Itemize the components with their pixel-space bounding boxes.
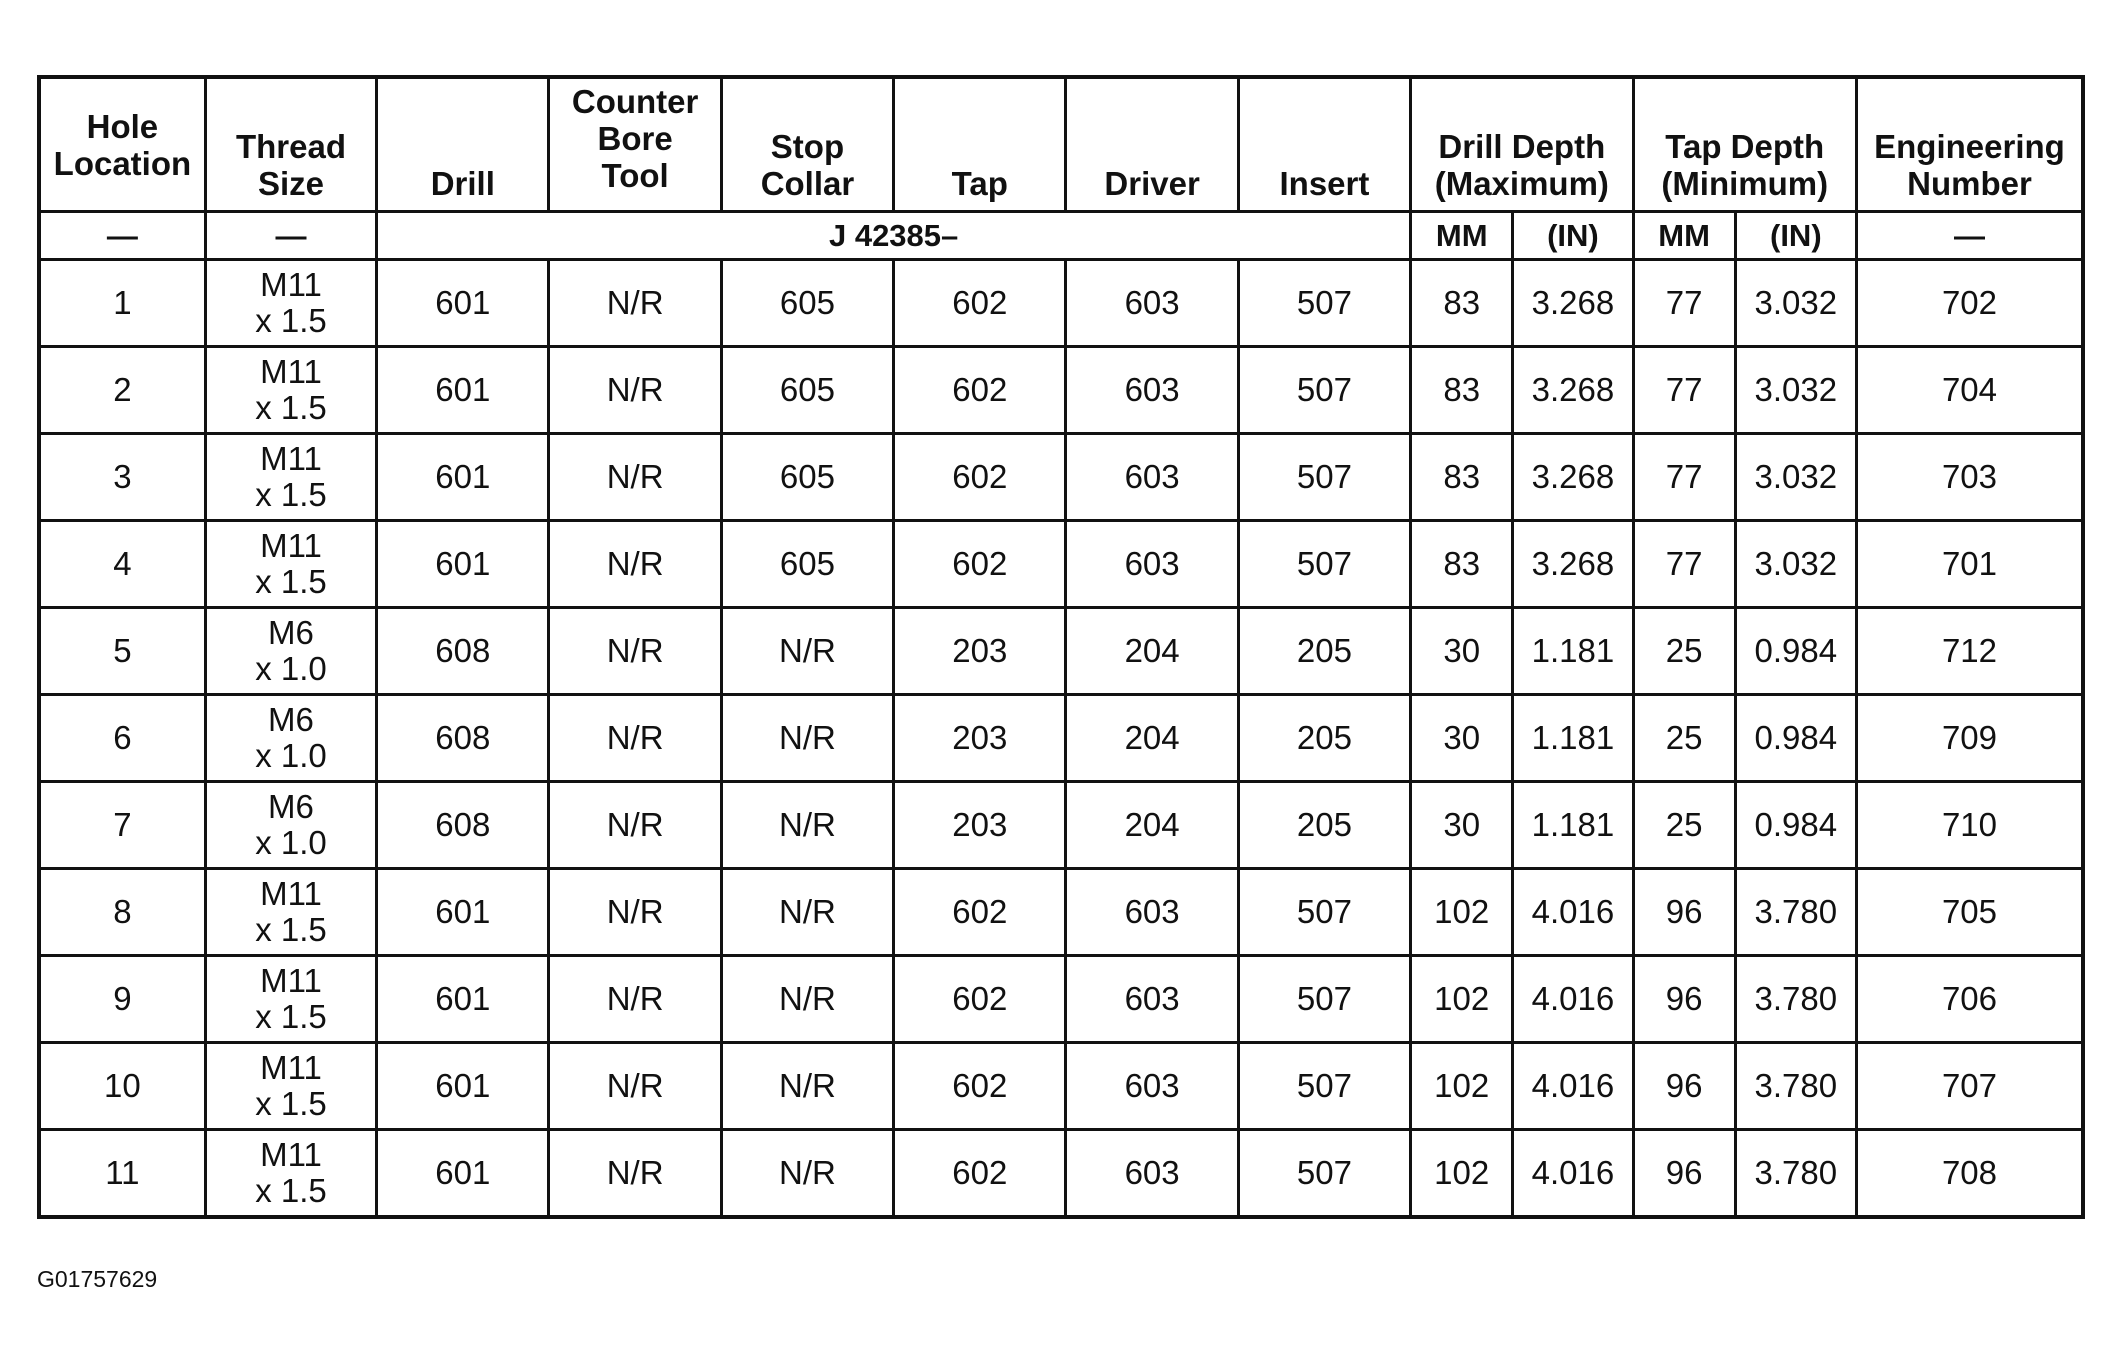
- cell-drill-depth-in: 1.181: [1513, 608, 1633, 695]
- cell-stop-collar: 605: [721, 347, 893, 434]
- table-body: [39, 260, 2083, 1218]
- table-row: [39, 347, 2083, 434]
- cell-counter-bore-tool: N/R: [549, 695, 721, 782]
- header-row: [39, 77, 2083, 212]
- cell-tap: 203: [894, 695, 1066, 782]
- subheader-thread-size: —: [205, 212, 376, 260]
- cell-drill-depth-mm: 30: [1411, 782, 1513, 869]
- cell-counter-bore-tool: N/R: [549, 956, 721, 1043]
- cell-drill: 608: [377, 608, 549, 695]
- cell-driver: 603: [1066, 434, 1238, 521]
- thread-size-line: M6: [268, 788, 314, 825]
- cell-drill: 601: [377, 869, 549, 956]
- cell-engineering-number: 703: [1856, 434, 2083, 521]
- header-thread-size: Thread Size: [205, 77, 376, 212]
- cell-driver: 603: [1066, 1043, 1238, 1130]
- thread-size-line: x 1.0: [255, 824, 327, 861]
- cell-tap-depth-mm: 77: [1633, 260, 1735, 347]
- cell-engineering-number: 701: [1856, 521, 2083, 608]
- cell-drill-depth-mm: 30: [1411, 695, 1513, 782]
- table-row: [39, 434, 2083, 521]
- cell-insert: 205: [1238, 608, 1410, 695]
- cell-driver: 603: [1066, 260, 1238, 347]
- cell-tap-depth-mm: 77: [1633, 434, 1735, 521]
- cell-drill: 601: [377, 521, 549, 608]
- cell-drill-depth-mm: 102: [1411, 1130, 1513, 1218]
- cell-driver: 204: [1066, 695, 1238, 782]
- thread-size-line: M11: [260, 962, 322, 999]
- cell-stop-collar: N/R: [721, 869, 893, 956]
- cell-tap-depth-in: 3.780: [1735, 869, 1856, 956]
- thread-repair-spec-table: [37, 75, 2085, 1219]
- cell-drill-depth-mm: 102: [1411, 1043, 1513, 1130]
- cell-drill-depth-mm: 102: [1411, 869, 1513, 956]
- cell-drill-depth-mm: 102: [1411, 956, 1513, 1043]
- header-tap-depth: Tap Depth (Minimum): [1633, 77, 1856, 212]
- subheader-row: [39, 212, 2083, 260]
- figure-id: G01757629: [37, 1266, 158, 1292]
- cell-driver: 204: [1066, 782, 1238, 869]
- cell-drill-depth-mm: 83: [1411, 347, 1513, 434]
- cell-stop-collar: 605: [721, 434, 893, 521]
- cell-counter-bore-tool: N/R: [549, 608, 721, 695]
- subheader-engineering-number: —: [1856, 212, 2083, 260]
- cell-hole-location: 5: [39, 608, 205, 695]
- thread-size-line: x 1.5: [255, 389, 327, 426]
- cell-drill: 601: [377, 956, 549, 1043]
- table-row: [39, 1043, 2083, 1130]
- cell-engineering-number: 705: [1856, 869, 2083, 956]
- cell-thread-size: [205, 608, 376, 695]
- cell-insert: 205: [1238, 695, 1410, 782]
- cell-insert: 507: [1238, 521, 1410, 608]
- thread-size-line: x 1.5: [255, 911, 327, 948]
- header-engineering-number: Engineering Number: [1856, 77, 2083, 212]
- header-insert: Insert: [1238, 77, 1410, 212]
- thread-size-line: x 1.0: [255, 650, 327, 687]
- cell-hole-location: 7: [39, 782, 205, 869]
- cell-thread-size: [205, 260, 376, 347]
- cell-tap: 602: [894, 956, 1066, 1043]
- cell-insert: 507: [1238, 347, 1410, 434]
- cell-counter-bore-tool: N/R: [549, 434, 721, 521]
- cell-thread-size: [205, 1043, 376, 1130]
- cell-stop-collar: N/R: [721, 1043, 893, 1130]
- thread-size-line: x 1.5: [255, 998, 327, 1035]
- cell-counter-bore-tool: N/R: [549, 521, 721, 608]
- table-row: [39, 260, 2083, 347]
- cell-tap: 602: [894, 347, 1066, 434]
- cell-thread-size: [205, 695, 376, 782]
- thread-size-line: x 1.0: [255, 737, 327, 774]
- table-row: [39, 521, 2083, 608]
- thread-size-line: M6: [268, 701, 314, 738]
- cell-drill: 601: [377, 347, 549, 434]
- cell-engineering-number: 707: [1856, 1043, 2083, 1130]
- cell-insert: 507: [1238, 260, 1410, 347]
- cell-hole-location: 2: [39, 347, 205, 434]
- cell-insert: 205: [1238, 782, 1410, 869]
- cell-driver: 603: [1066, 956, 1238, 1043]
- cell-tap-depth-mm: 25: [1633, 695, 1735, 782]
- cell-insert: 507: [1238, 1043, 1410, 1130]
- cell-stop-collar: N/R: [721, 782, 893, 869]
- thread-size-line: M11: [260, 1049, 322, 1086]
- cell-drill-depth-mm: 30: [1411, 608, 1513, 695]
- cell-thread-size: [205, 521, 376, 608]
- cell-driver: 204: [1066, 608, 1238, 695]
- cell-tap: 602: [894, 521, 1066, 608]
- cell-drill: 601: [377, 260, 549, 347]
- cell-tap: 602: [894, 1130, 1066, 1218]
- cell-insert: 507: [1238, 1130, 1410, 1218]
- cell-tap-depth-mm: 25: [1633, 608, 1735, 695]
- cell-drill-depth-in: 1.181: [1513, 695, 1633, 782]
- cell-tap: 602: [894, 434, 1066, 521]
- cell-drill-depth-in: 3.268: [1513, 521, 1633, 608]
- cell-hole-location: 9: [39, 956, 205, 1043]
- cell-tap-depth-in: 3.032: [1735, 434, 1856, 521]
- cell-engineering-number: 702: [1856, 260, 2083, 347]
- header-drill-depth: Drill Depth (Maximum): [1411, 77, 1633, 212]
- cell-tap-depth-mm: 96: [1633, 1130, 1735, 1218]
- table-row: [39, 608, 2083, 695]
- header-driver: Driver: [1066, 77, 1238, 212]
- subheader-tap-depth-in: (IN): [1735, 212, 1856, 260]
- subheader-hole-location: —: [39, 212, 205, 260]
- cell-tap: 203: [894, 608, 1066, 695]
- cell-tap-depth-mm: 25: [1633, 782, 1735, 869]
- cell-thread-size: [205, 956, 376, 1043]
- cell-insert: 507: [1238, 956, 1410, 1043]
- cell-drill-depth-mm: 83: [1411, 260, 1513, 347]
- cell-tap-depth-mm: 77: [1633, 521, 1735, 608]
- cell-engineering-number: 712: [1856, 608, 2083, 695]
- cell-tap-depth-in: 3.780: [1735, 956, 1856, 1043]
- table-row: [39, 869, 2083, 956]
- cell-drill-depth-in: 4.016: [1513, 956, 1633, 1043]
- cell-engineering-number: 709: [1856, 695, 2083, 782]
- cell-drill-depth-in: 3.268: [1513, 434, 1633, 521]
- cell-engineering-number: 704: [1856, 347, 2083, 434]
- thread-size-line: M11: [260, 875, 322, 912]
- cell-drill-depth-mm: 83: [1411, 434, 1513, 521]
- cell-insert: 507: [1238, 869, 1410, 956]
- cell-drill: 601: [377, 1043, 549, 1130]
- thread-size-line: x 1.5: [255, 1172, 327, 1209]
- cell-thread-size: [205, 1130, 376, 1218]
- cell-driver: 603: [1066, 347, 1238, 434]
- cell-drill-depth-in: 4.016: [1513, 1043, 1633, 1130]
- cell-stop-collar: N/R: [721, 695, 893, 782]
- cell-tap-depth-in: 0.984: [1735, 608, 1856, 695]
- header-drill: Drill: [377, 77, 549, 212]
- header-hole-location: Hole Location: [39, 77, 205, 212]
- cell-thread-size: [205, 782, 376, 869]
- cell-stop-collar: 605: [721, 521, 893, 608]
- cell-tap-depth-mm: 77: [1633, 347, 1735, 434]
- cell-thread-size: [205, 347, 376, 434]
- thread-size-line: x 1.5: [255, 302, 327, 339]
- thread-size-line: x 1.5: [255, 476, 327, 513]
- thread-size-line: x 1.5: [255, 1085, 327, 1122]
- thread-size-line: M11: [260, 440, 322, 477]
- cell-insert: 507: [1238, 434, 1410, 521]
- table-row: [39, 695, 2083, 782]
- cell-driver: 603: [1066, 869, 1238, 956]
- thread-size-line: M11: [260, 353, 322, 390]
- subheader-drill-depth-mm: MM: [1411, 212, 1513, 260]
- cell-tap: 602: [894, 260, 1066, 347]
- cell-tap-depth-mm: 96: [1633, 1043, 1735, 1130]
- cell-tap-depth-in: 3.032: [1735, 260, 1856, 347]
- cell-stop-collar: 605: [721, 260, 893, 347]
- cell-tap-depth-in: 0.984: [1735, 782, 1856, 869]
- cell-engineering-number: 708: [1856, 1130, 2083, 1218]
- table-row: [39, 782, 2083, 869]
- cell-counter-bore-tool: N/R: [549, 1130, 721, 1218]
- cell-hole-location: 8: [39, 869, 205, 956]
- cell-hole-location: 1: [39, 260, 205, 347]
- cell-counter-bore-tool: N/R: [549, 1043, 721, 1130]
- cell-drill-depth-in: 3.268: [1513, 347, 1633, 434]
- subheader-tap-depth-mm: MM: [1633, 212, 1735, 260]
- cell-hole-location: 10: [39, 1043, 205, 1130]
- thread-size-line: M11: [260, 527, 322, 564]
- cell-stop-collar: N/R: [721, 956, 893, 1043]
- cell-drill-depth-in: 4.016: [1513, 869, 1633, 956]
- header-counter-bore-tool: Counter Bore Tool: [549, 77, 721, 212]
- subheader-tool-prefix: J 42385–: [377, 212, 1411, 260]
- cell-counter-bore-tool: N/R: [549, 782, 721, 869]
- cell-tap: 203: [894, 782, 1066, 869]
- thread-size-line: M11: [260, 266, 322, 303]
- cell-hole-location: 6: [39, 695, 205, 782]
- table-row: [39, 1130, 2083, 1218]
- cell-drill-depth-in: 4.016: [1513, 1130, 1633, 1218]
- cell-counter-bore-tool: N/R: [549, 260, 721, 347]
- cell-drill-depth-mm: 83: [1411, 521, 1513, 608]
- subheader-drill-depth-in: (IN): [1513, 212, 1633, 260]
- cell-tap: 602: [894, 869, 1066, 956]
- cell-drill: 601: [377, 434, 549, 521]
- cell-engineering-number: 710: [1856, 782, 2083, 869]
- cell-driver: 603: [1066, 521, 1238, 608]
- table-row: [39, 956, 2083, 1043]
- cell-drill-depth-in: 1.181: [1513, 782, 1633, 869]
- cell-drill: 608: [377, 782, 549, 869]
- cell-tap-depth-mm: 96: [1633, 956, 1735, 1043]
- cell-counter-bore-tool: N/R: [549, 347, 721, 434]
- cell-tap-depth-in: 3.780: [1735, 1043, 1856, 1130]
- thread-size-line: M11: [260, 1136, 322, 1173]
- cell-drill-depth-in: 3.268: [1513, 260, 1633, 347]
- cell-thread-size: [205, 869, 376, 956]
- cell-stop-collar: N/R: [721, 1130, 893, 1218]
- cell-thread-size: [205, 434, 376, 521]
- thread-size-line: M6: [268, 614, 314, 651]
- cell-drill: 601: [377, 1130, 549, 1218]
- cell-tap-depth-in: 3.032: [1735, 347, 1856, 434]
- cell-tap-depth-in: 0.984: [1735, 695, 1856, 782]
- cell-tap-depth-mm: 96: [1633, 869, 1735, 956]
- header-stop-collar: Stop Collar: [721, 77, 893, 212]
- thread-size-line: x 1.5: [255, 563, 327, 600]
- cell-driver: 603: [1066, 1130, 1238, 1218]
- cell-engineering-number: 706: [1856, 956, 2083, 1043]
- cell-stop-collar: N/R: [721, 608, 893, 695]
- cell-hole-location: 3: [39, 434, 205, 521]
- cell-counter-bore-tool: N/R: [549, 869, 721, 956]
- cell-tap-depth-in: 3.032: [1735, 521, 1856, 608]
- cell-tap-depth-in: 3.780: [1735, 1130, 1856, 1218]
- cell-tap: 602: [894, 1043, 1066, 1130]
- header-tap: Tap: [894, 77, 1066, 212]
- cell-hole-location: 4: [39, 521, 205, 608]
- cell-drill: 608: [377, 695, 549, 782]
- cell-hole-location: 11: [39, 1130, 205, 1218]
